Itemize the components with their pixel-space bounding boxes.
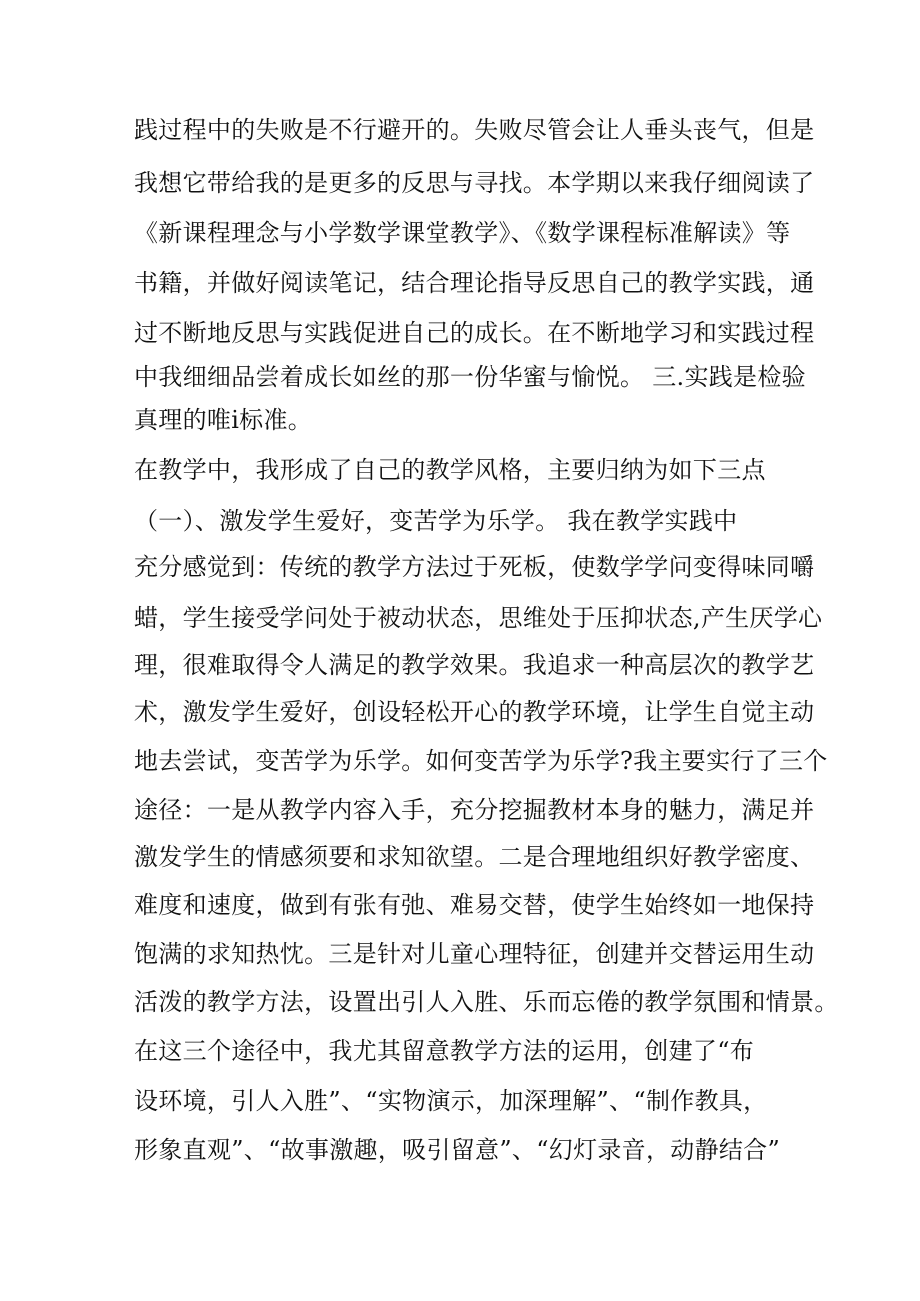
text-line: 活泼的教学方法，设置出引人入胜、乐而忘倦的教学氛围和情景。 (134, 988, 839, 1016)
text-line: （一）、激发学生爱好，变苦学为乐学。 我在教学实践中 (134, 507, 738, 535)
text-line: 书籍，并做好阅读笔记，结合理论指导反思自己的教学实践，通 (134, 269, 815, 297)
text-line: 饱满的求知热忱。三是针对儿童心理特征，创建并交替运用生动 (134, 940, 815, 968)
text-line: 《新课程理念与小学数学课堂教学》、《数学课程标准解读》等 (134, 219, 791, 247)
text-line: 术，激发学生爱好，创设轻松开心的教学环境，让学生自觉主动 (134, 698, 815, 726)
text-line: 真理的唯i标准。 (134, 406, 313, 434)
text-line: 在教学中，我形成了自己的教学风格，主要归纳为如下三点 (134, 456, 766, 484)
text-line: 践过程中的失败是不行避开的。失败尽管会让人垂头丧气，但是 (134, 116, 815, 144)
text-line: 蜡，学生接受学问处于被动状态，思维处于压抑状态,产生厌学心 (134, 604, 823, 632)
text-line: 难度和速度，做到有张有弛、难易交替，使学生始终如一地保持 (134, 891, 815, 919)
text-line: 在这三个途径中，我尤其留意教学方法的运用，创建了“布 (134, 1037, 755, 1065)
text-line: 地去尝试，变苦学为乐学。如何变苦学为乐学?我主要实行了三个 (134, 747, 828, 775)
text-line: 过不断地反思与实践促进自己的成长。在不断地学习和实践过程 (134, 319, 815, 347)
text-line: 中我细细品尝着成长如丝的那一份华蜜与愉悦。 三.实践是检验 (134, 363, 806, 391)
text-line: 形象直观”、“故事激趣，吸引留意”、“幻灯录音，动静结合” (134, 1136, 781, 1164)
text-line: 设环境，引人入胜”、“实物演示，加深理解”、“制作教具， (134, 1087, 768, 1115)
text-line: 充分感觉到：传统的教学方法过于死板，使数学学问变得味同嚼 (134, 553, 815, 581)
text-line: 激发学生的情感须要和求知欲望。二是合理地组织好教学密度、 (134, 843, 815, 871)
text-line: 理，很难取得令人满足的教学效果。我追求一种高层次的教学艺 (134, 651, 815, 679)
text-line: 途径：一是从教学内容入手，充分挖掘教材本身的魅力，满足并 (134, 796, 815, 824)
text-line: 我想它带给我的是更多的反思与寻找。本学期以来我仔细阅读了 (134, 169, 815, 197)
